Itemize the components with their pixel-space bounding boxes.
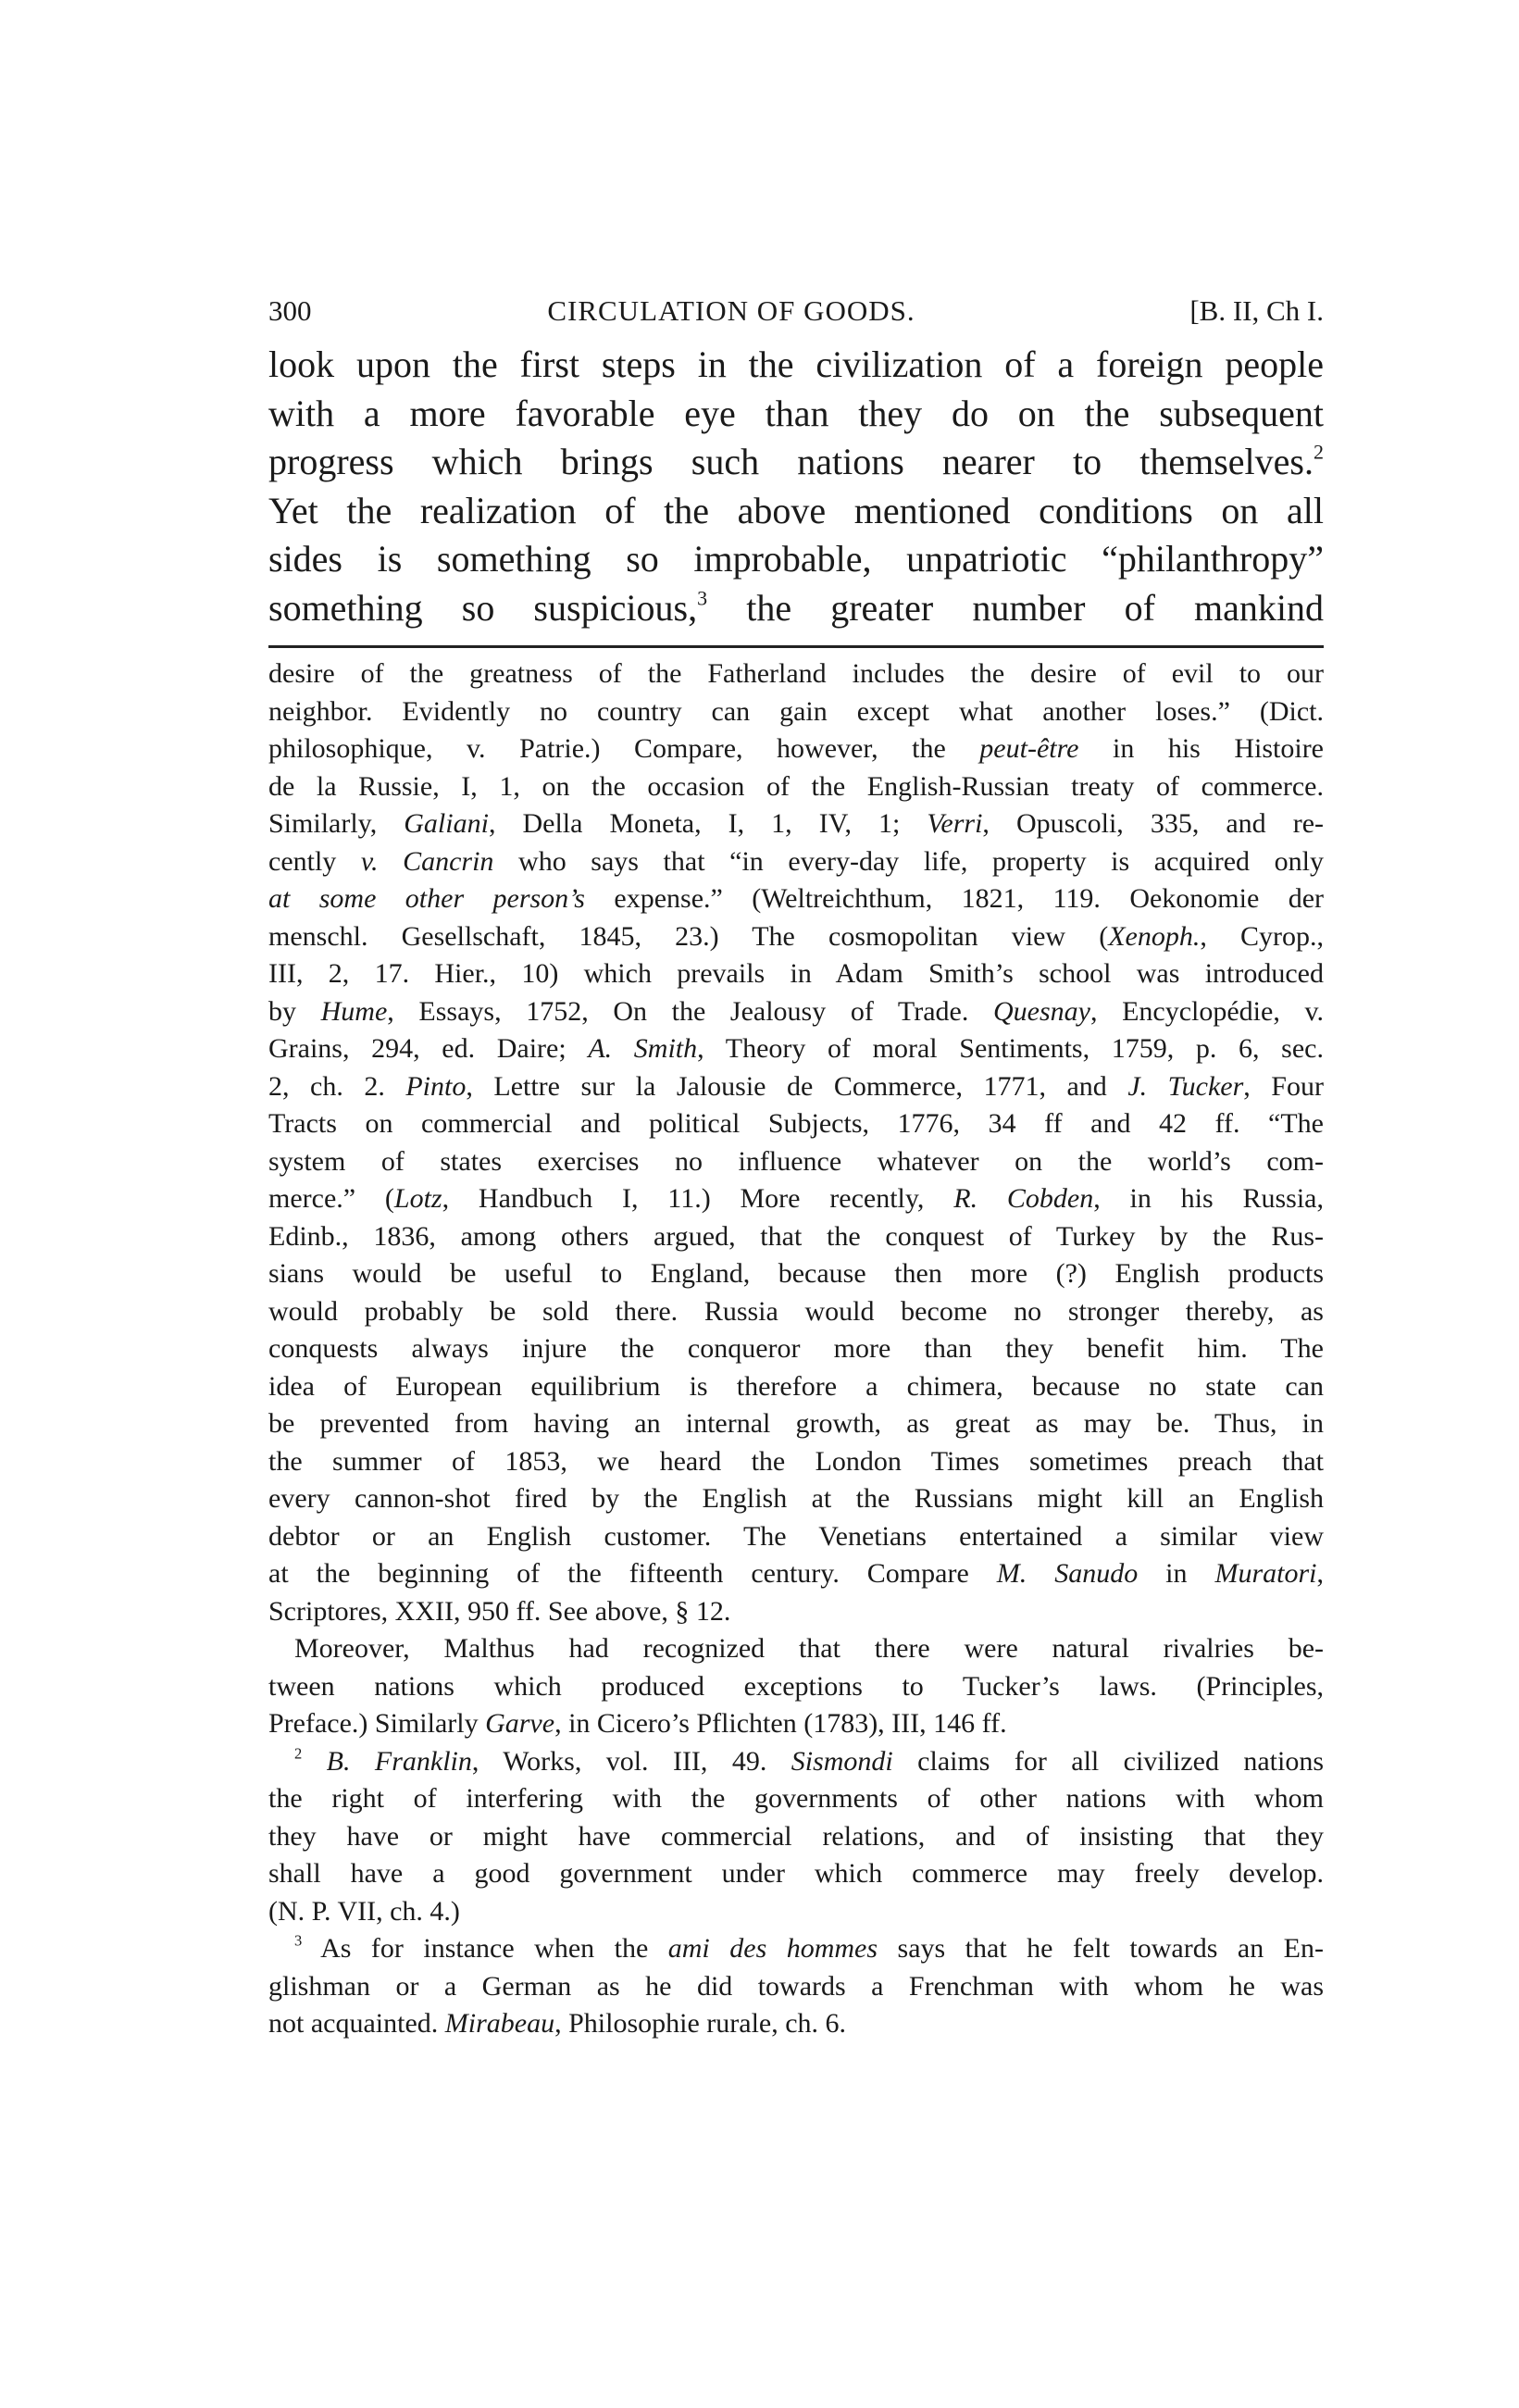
body-line: look upon the first steps in the civilization of a foreign people [268,343,1324,385]
footnote-line: de la Russie, I, 1, on the occasion of the English-Russian treaty of commerce. [268,770,1324,802]
body-line: with a more favorable eye than they do on the subsequent [268,392,1324,434]
footnote-line: the summer of 1853, we heard the London Times sometimes preach that [268,1445,1324,1477]
footnote-line: Edinb., 1836, among others argued, that the conquest of Turkey by the Rus- [268,1220,1324,1252]
footnote-line: merce.” (Lotz, Handbuch I, 11.) More recently, R. Cobden, in his Russia, [268,1183,1324,1214]
footnote-line: Tracts on commercial and political Subjects, 1776, 34 ff and 42 ff. “The [268,1108,1324,1139]
footnote-line: desire of the greatness of the Fatherland includes the desire of evil to our [268,658,1324,689]
footnote-2-line: they have or might have commercial relations, and of insisting that they [268,1820,1324,1852]
footnote-line: by Hume, Essays, 1752, On the Jealousy of Trade. Quesnay, Encyclopédie, v. [268,995,1325,1027]
footnote-line: neighbor. Evidently no country can gain except what another loses.” (Dict. [268,695,1324,727]
footnote-marker: 2 [294,1744,303,1763]
page-number: 300 [268,294,312,327]
footnote-line: Grains, 294, ed. Daire; A. Smith, Theory of moral Sentiments, 1759, p. 6, sec. [268,1033,1324,1064]
footnote-line: Preface.) Similarly Garve, in Cicero’s Pflichten (1783), III, 146 ff. [268,1708,1007,1739]
body-line: sides is something so improbable, unpatriotic “philanthropy” [268,538,1324,580]
footnote-line: sians would be useful to England, because then more (?) English products [268,1258,1324,1289]
footnote-line: every cannon-shot fired by the English at the Russians might kill an English [268,1483,1324,1514]
footnote-line: philosophique, v. Patrie.) Compare, however, the peut-être in his Histoire [268,733,1325,764]
footnote-line: be prevented from having an internal growth, as great as may be. Thus, in [268,1408,1324,1439]
body-line: something so suspicious,$^3$ the greater number of mankind [268,586,1325,629]
footnote-line: Scriptores, XXII, 950 ff. See above, § 12. [268,1595,731,1627]
footnote-line: debtor or an English customer. The Venetians entertained a similar view [268,1520,1324,1552]
footnote-line: would probably be sold there. Russia would become no stronger thereby, as [268,1295,1324,1327]
footnotes [268,655,1324,2043]
body-line: progress which brings such nations nearer to themselves.$^2$ [268,440,1324,482]
footnote-line: Similarly, Galiani, Della Moneta, I, 1, IV, 1; Verri, Opuscoli, 335, and re- [268,808,1325,839]
footnote-ref-3[interactable]: 3 [697,586,708,609]
footnote-2-line: (N. P. VII, ch. 4.) [268,1895,460,1927]
footnote-2-line: the right of interfering with the governments of other nations with whom [268,1783,1324,1814]
footnote-2-line: shall have a good government under which commerce may freely develop. [268,1858,1324,1889]
footnote-ref-2[interactable]: 2 [1314,440,1324,464]
footnote-line: system of states exercises no influence whatever on the world’s com- [268,1145,1324,1177]
footnote-line: idea of European equilibrium is therefore a chimera, because no state can [268,1370,1324,1402]
footnote-3-line: not acquainted. Mirabeau, Philosophie rurale, ch. 6. [268,2008,847,2039]
footnote-divider [268,645,1324,648]
footnote-2-line: $^2$ B. Franklin, Works, vol. III, 49. Sismondi claims for all civilized nations [294,1744,1325,1777]
footnote-3-line: glishman or a German as he did towards a Frenchman with whom he was [268,1970,1324,2002]
footnote-line: menschl. Gesellschaft, 1845, 23.) The cosmopolitan view (Xenoph., Cyrop., [268,920,1324,952]
footnote-line: 2, ch. 2. Pinto, Lettre sur la Jalousie de Commerce, 1771, and J. Tucker, Four [268,1070,1324,1102]
chapter-title: CIRCULATION OF GOODS. [547,294,915,327]
running-head [268,293,1324,330]
footnote-3-line: $^3$ As for instance when the ami des hommes says that he felt towards an En- [294,1931,1324,1964]
footnote-line: at the beginning of the fifteenth century. Compare M. Sanudo in Muratori, [268,1558,1324,1589]
footnote-line: tween nations which produced exceptions to Tucker’s laws. (Principles, [268,1670,1324,1702]
main-text [268,341,1324,632]
body-line: Yet the realization of the above mentioned conditions on all [268,489,1324,531]
footnote-line: cently v. Cancrin who says that “in every-day life, property is acquired only [268,845,1324,877]
footnote-line: at some other person’s expense.” (Weltreichthum, 1821, 119. Oekonomie der [268,883,1324,914]
footnote-line: Moreover, Malthus had recognized that there were natural rivalries be- [294,1633,1324,1664]
footnote-line: conquests always injure the conqueror more than they benefit him. The [268,1333,1324,1364]
footnote-line: III, 2, 17. Hier., 10) which prevails in Adam Smith’s school was introduced [268,958,1324,989]
footnote-marker: 3 [294,1931,303,1950]
section-reference: [B. II, Ch I. [1189,294,1324,327]
